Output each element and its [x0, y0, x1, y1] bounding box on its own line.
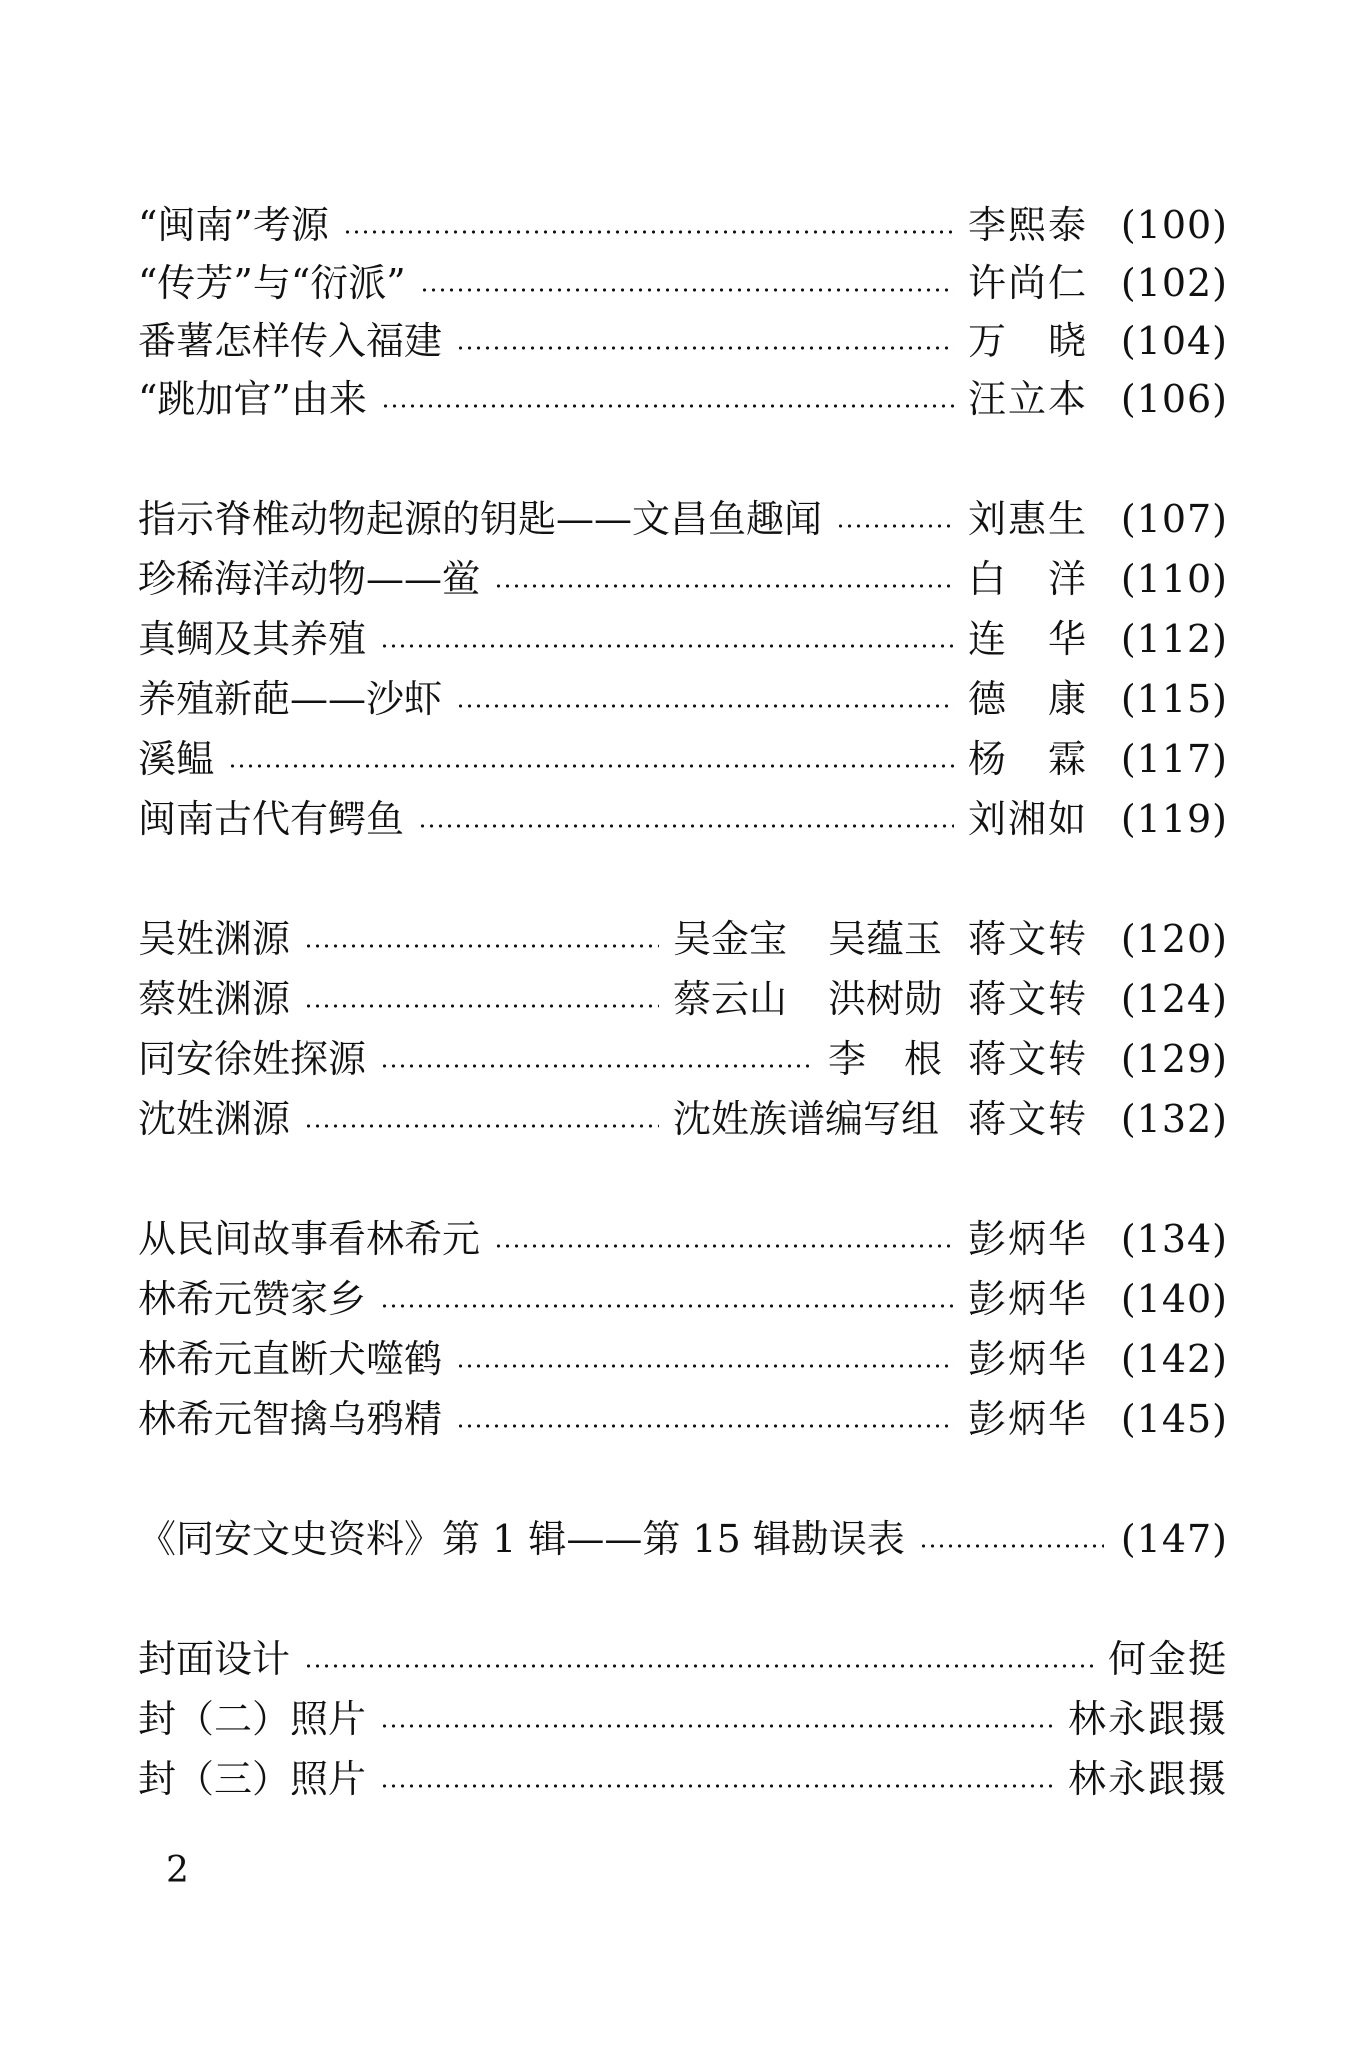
dot-leader — [304, 1664, 1094, 1668]
toc-entry — [138, 256, 1228, 310]
entry-title: “传芳”与“衍派” — [138, 261, 406, 305]
entry-title: 溪鳁 — [138, 737, 215, 781]
entry-title: 林希元智擒乌鸦精 — [138, 1397, 443, 1441]
entry-author: 彭炳华 — [968, 1217, 1089, 1261]
entry-author: 李熙泰 — [968, 203, 1089, 247]
entry-title: 沈姓渊源 — [138, 1097, 291, 1141]
entry-contributor: 吴金宝 — [673, 917, 788, 961]
entry-title: 真鲷及其养殖 — [138, 617, 367, 661]
entry-contributor: 蔡云山 — [673, 977, 788, 1021]
toc-entry — [138, 552, 1228, 606]
credit-name: 何金挺 — [1107, 1637, 1228, 1681]
credit-label: 封（二）照片 — [138, 1697, 367, 1741]
toc-entry-errata — [138, 1512, 1228, 1566]
entry-page: (120) — [1120, 917, 1228, 961]
toc-entry — [138, 314, 1228, 368]
credit-row — [138, 1752, 1228, 1806]
credit-label: 封面设计 — [138, 1637, 291, 1681]
dot-leader — [836, 524, 954, 528]
dot-leader — [381, 404, 954, 408]
entry-title: 林希元直断犬噬鹤 — [138, 1337, 443, 1381]
entry-page: (142) — [1120, 1337, 1228, 1381]
page-number: 2 — [166, 1850, 189, 1891]
entry-page: (110) — [1120, 557, 1228, 601]
entry-contributor: 洪树勋 — [828, 977, 943, 1021]
credit-label: 封（三）照片 — [138, 1757, 367, 1801]
entry-title: 《同安文史资料》第 1 辑——第 15 辑勘误表 — [138, 1517, 905, 1561]
entry-author: 德 康 — [968, 677, 1089, 721]
dot-leader — [304, 1004, 659, 1008]
entry-title: “闽南”考源 — [138, 203, 329, 247]
entry-page: (100) — [1120, 203, 1228, 247]
entry-author: 彭炳华 — [968, 1277, 1089, 1321]
entry-title: “跳加官”由来 — [138, 377, 367, 421]
dot-leader — [494, 584, 954, 588]
dot-leader — [420, 288, 954, 292]
dot-leader — [343, 230, 954, 234]
entry-page: (147) — [1120, 1517, 1228, 1561]
entry-page: (132) — [1120, 1097, 1228, 1141]
entry-page: (107) — [1120, 497, 1228, 541]
entry-page: (134) — [1120, 1217, 1228, 1261]
entry-author: 杨 霖 — [968, 737, 1089, 781]
toc-entry — [138, 1212, 1228, 1266]
entry-title: 同安徐姓探源 — [138, 1037, 367, 1081]
entry-author: 蒋文转 — [968, 1097, 1089, 1141]
entry-author: 白 洋 — [968, 557, 1089, 601]
toc-entry — [138, 1032, 1228, 1086]
toc-entry — [138, 198, 1228, 252]
entry-author: 连 华 — [968, 617, 1089, 661]
entry-page: (106) — [1120, 377, 1228, 421]
entry-author: 蒋文转 — [968, 917, 1089, 961]
entry-page: (124) — [1120, 977, 1228, 1021]
dot-leader — [380, 644, 954, 648]
dot-leader — [919, 1544, 1104, 1548]
dot-leader — [418, 824, 954, 828]
entry-title: 蔡姓渊源 — [138, 977, 291, 1021]
entry-author: 刘惠生 — [968, 497, 1089, 541]
entry-title: 番薯怎样传入福建 — [138, 319, 443, 363]
credit-row — [138, 1632, 1228, 1686]
entry-page: (112) — [1120, 617, 1228, 661]
entry-page: (140) — [1120, 1277, 1228, 1321]
dot-leader — [456, 1364, 954, 1368]
toc-entry — [138, 372, 1228, 426]
entry-page: (104) — [1120, 319, 1228, 363]
credit-name: 林永跟摄 — [1067, 1757, 1228, 1801]
entry-title: 从民间故事看林希元 — [138, 1217, 481, 1261]
entry-author: 蒋文转 — [968, 1037, 1089, 1081]
toc-entry — [138, 912, 1228, 966]
credit-name: 林永跟摄 — [1067, 1697, 1228, 1741]
entry-contributor: 李 根 — [828, 1037, 943, 1081]
entry-title: 林希元赞家乡 — [138, 1277, 367, 1321]
toc-entry — [138, 1392, 1228, 1446]
toc-entry — [138, 972, 1228, 1026]
entry-contributor: 沈姓族谱编写组 — [673, 1097, 940, 1141]
entry-author: 彭炳华 — [968, 1397, 1089, 1441]
dot-leader — [304, 1124, 659, 1128]
entry-page: (129) — [1120, 1037, 1228, 1081]
entry-page: (117) — [1120, 737, 1228, 781]
entry-title: 闽南古代有鳄鱼 — [138, 797, 405, 841]
dot-leader — [380, 1304, 954, 1308]
dot-leader — [304, 944, 659, 948]
dot-leader — [456, 1424, 954, 1428]
entry-contributor: 吴蕴玉 — [828, 917, 943, 961]
toc-entry — [138, 1272, 1228, 1326]
dot-leader — [456, 704, 954, 708]
entry-page: (119) — [1120, 797, 1228, 841]
entry-title: 珍稀海洋动物——鲎 — [138, 557, 481, 601]
entry-author: 刘湘如 — [968, 797, 1089, 841]
entry-title: 养殖新葩——沙虾 — [138, 677, 443, 721]
toc-entry — [138, 792, 1228, 846]
toc-entry — [138, 1332, 1228, 1386]
entry-page: (102) — [1120, 261, 1228, 305]
toc-entry — [138, 672, 1228, 726]
toc-entry — [138, 612, 1228, 666]
dot-leader — [456, 346, 954, 350]
entry-author: 蒋文转 — [968, 977, 1089, 1021]
dot-leader — [380, 1784, 1054, 1788]
entry-author: 许尚仁 — [968, 261, 1089, 305]
credit-row — [138, 1692, 1228, 1746]
entry-author: 万 晓 — [968, 319, 1089, 363]
dot-leader — [228, 764, 954, 768]
toc-entry — [138, 1092, 1228, 1146]
entry-page: (145) — [1120, 1397, 1228, 1441]
dot-leader — [380, 1724, 1054, 1728]
entry-title: 指示脊椎动物起源的钥匙——文昌鱼趣闻 — [138, 497, 823, 541]
entry-author: 彭炳华 — [968, 1337, 1089, 1381]
dot-leader — [380, 1064, 814, 1068]
entry-author: 汪立本 — [968, 377, 1089, 421]
toc-entry — [138, 732, 1228, 786]
dot-leader — [494, 1244, 954, 1248]
toc-entry — [138, 492, 1228, 546]
entry-page: (115) — [1120, 677, 1228, 721]
entry-title: 吴姓渊源 — [138, 917, 291, 961]
